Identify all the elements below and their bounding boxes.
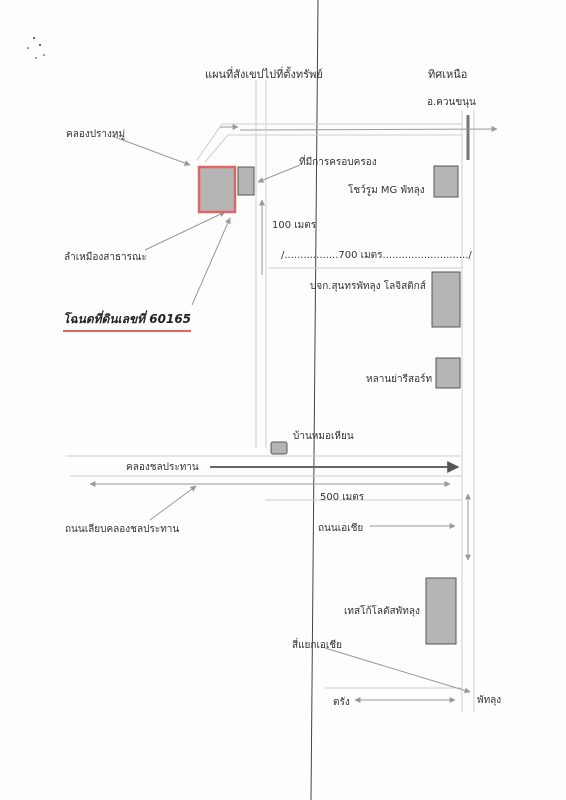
canal-side-road-label: ถนนเลียบคลองชลประทาน bbox=[65, 524, 180, 535]
north-label: ทิศเหนือ bbox=[428, 68, 468, 81]
showroom-mg-label: โชว์รูม MG พัทลุง bbox=[348, 185, 425, 196]
title-deed-label: โฉนดที่ดินเลขที่ 60165 bbox=[63, 310, 191, 332]
fold-line bbox=[311, 0, 318, 800]
scan-specks bbox=[27, 37, 45, 59]
top-road-arrow bbox=[240, 129, 497, 130]
distance-500-label: 500 เมตร bbox=[320, 492, 365, 503]
north-destination: อ.ควนขนุน bbox=[427, 97, 476, 108]
phatthalung-label: พัทลุง bbox=[477, 695, 502, 706]
irrigation-canal-label: คลองชลประทาน bbox=[126, 462, 199, 473]
logistics-label: บจก.สุนทรพัทลุง โลจิสติกส์ bbox=[310, 281, 426, 292]
map-title: แผนที่สังเขปไปที่ตั้งทรัพย์ bbox=[205, 68, 323, 81]
deed-arrow bbox=[192, 218, 230, 305]
asia-junction-label: สี่แยกเอเชีย bbox=[292, 640, 342, 651]
possessed-land-building bbox=[238, 167, 254, 195]
tesco-label: เทสโก้โลตัสพัทลุง bbox=[344, 606, 420, 617]
ban-mor-label: บ้านหมอเหียน bbox=[293, 431, 354, 442]
asia-road-label: ถนนเอเชีย bbox=[318, 523, 364, 534]
possessed-land-label: ที่มีการครอบครอง bbox=[299, 157, 377, 168]
public-ditch-label: ลำเหมืองสาธารณะ bbox=[64, 252, 147, 263]
ditch-arrow bbox=[145, 212, 225, 250]
tesco-building bbox=[426, 578, 456, 644]
main-road bbox=[462, 110, 474, 712]
resort-building bbox=[436, 358, 460, 388]
ban-mor-building bbox=[271, 442, 287, 454]
junction-arrow bbox=[325, 648, 470, 692]
canal-road-arrow bbox=[150, 486, 196, 520]
trang-label: ตรัง bbox=[333, 697, 350, 708]
distance-700-label: /.................700 เมตร.........................../ bbox=[281, 250, 472, 261]
title-deed-parcel bbox=[199, 167, 235, 212]
resort-label: หลานย่ารีสอร์ท bbox=[366, 374, 433, 385]
distance-100-label: 100 เมตร bbox=[272, 220, 317, 231]
possessed-arrow bbox=[258, 165, 300, 182]
showroom-mg-building bbox=[434, 166, 458, 197]
logistics-building bbox=[432, 272, 460, 327]
canal-praang-mu-label: คลองปรางหมู่ bbox=[66, 129, 126, 140]
